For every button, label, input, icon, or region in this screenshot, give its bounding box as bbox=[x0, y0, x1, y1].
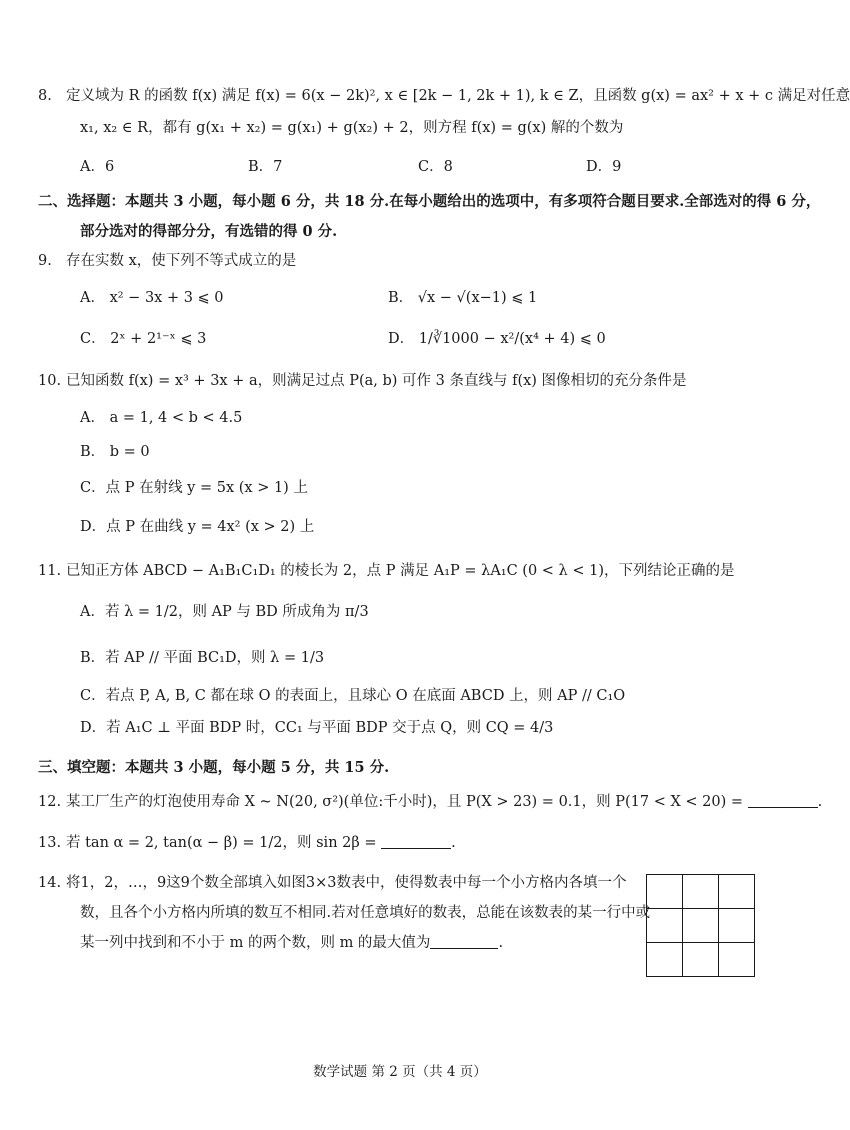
q14-number: 14. bbox=[38, 875, 62, 891]
q12-end: . bbox=[817, 794, 823, 810]
q10-option-c: C．点 P 在射线 y = 5x (x > 1) 上 bbox=[80, 480, 308, 496]
q14-end: . bbox=[498, 935, 504, 951]
grid-cell[interactable] bbox=[647, 909, 683, 943]
grid-cell[interactable] bbox=[719, 943, 755, 977]
q12-answer-blank[interactable] bbox=[748, 793, 818, 808]
q8-line2: x₁, x₂ ∈ R，都有 g(x₁ + x₂) = g(x₁) + g(x₂) + 2，则方程 f(x) = g(x) 解的个数为 bbox=[80, 120, 624, 136]
section3-heading: 三、填空题：本题共 3 小题，每小题 5 分，共 15 分. bbox=[38, 759, 390, 776]
q8-option-b: B．7 bbox=[248, 159, 283, 175]
q9-option-d: D． 1/∛1000 − x²/(x⁴ + 4) ⩽ 0 bbox=[388, 331, 606, 347]
q9-text: 存在实数 x，使下列不等式成立的是 bbox=[66, 253, 297, 269]
3x3-number-grid bbox=[646, 874, 755, 977]
q8-option-d: D．9 bbox=[586, 159, 622, 175]
q8-text-1: 定义域为 R 的函数 f(x) 满足 f(x) = 6(x − 2k)², x ∈ [2k − 1, 2k + 1), k ∈ Z，且函数 g(x) = ax² + x + c 满足对任意 bbox=[66, 88, 850, 104]
q10-option-d: D．点 P 在曲线 y = 4x² (x > 2) 上 bbox=[80, 519, 315, 535]
q9-option-b: B． √x − √(x−1) ⩽ 1 bbox=[388, 290, 538, 306]
q14-text-3: 某一列中找到和不小于 m 的两个数，则 m 的最大值为 bbox=[80, 935, 431, 951]
q14-line1 bbox=[38, 873, 627, 893]
q11-stem bbox=[38, 561, 735, 581]
q11-option-a: A．若 λ = 1/2，则 AP 与 BD 所成角为 π/3 bbox=[80, 604, 369, 620]
q11-text: 已知正方体 ABCD − A₁B₁C₁D₁ 的棱长为 2，点 P 满足 A₁P = λA₁C (0 < λ < 1)，下列结论正确的是 bbox=[66, 563, 735, 579]
q14-text-1: 将1，2，…，9这9个数全部填入如图3×3数表中，使得数表中每一个小方格内各填一个 bbox=[66, 875, 627, 891]
grid-row bbox=[647, 943, 755, 977]
q8-option-c: C．8 bbox=[418, 159, 453, 175]
grid-cell[interactable] bbox=[683, 909, 719, 943]
q10-number: 10. bbox=[38, 373, 62, 389]
q9-number: 9. bbox=[38, 253, 52, 269]
grid-row bbox=[647, 909, 755, 943]
grid-cell[interactable] bbox=[683, 875, 719, 909]
grid-cell[interactable] bbox=[719, 875, 755, 909]
q13-line bbox=[38, 833, 456, 853]
grid-row bbox=[647, 875, 755, 909]
q10-stem bbox=[38, 371, 687, 391]
q9-option-a: A． x² − 3x + 3 ⩽ 0 bbox=[80, 290, 224, 306]
q13-number: 13. bbox=[38, 835, 62, 851]
q9-option-c: C． 2ˣ + 2¹⁻ˣ ⩽ 3 bbox=[80, 331, 207, 347]
q13-end: . bbox=[451, 835, 456, 851]
q14-line3 bbox=[80, 933, 503, 953]
q10-option-a: A． a = 1, 4 < b < 4.5 bbox=[80, 410, 243, 426]
q12-line bbox=[38, 792, 822, 812]
q10-text: 已知函数 f(x) = x³ + 3x + a，则满足过点 P(a, b) 可作 3 条直线与 f(x) 图像相切的充分条件是 bbox=[66, 373, 687, 389]
q11-number: 11. bbox=[38, 563, 62, 579]
page-footer: 数学试题 第 2 页（共 4 页） bbox=[313, 1064, 487, 1080]
section2-heading: 二、选择题：本题共 3 小题，每小题 6 分，共 18 分.在每小题给出的选项中，有多项符合题目要求.全部选对的得 6 分， bbox=[38, 193, 821, 210]
q12-text: 某工厂生产的灯泡使用寿命 X ~ N(20, σ²)(单位:千小时)，且 P(X > 23) = 0.1，则 P(17 < X < 20) = bbox=[66, 794, 744, 810]
grid-cell[interactable] bbox=[683, 943, 719, 977]
q11-option-c: C．若点 P, A, B, C 都在球 O 的表面上，且球心 O 在底面 ABCD 上，则 AP // C₁O bbox=[80, 688, 626, 704]
q10-option-b: B． b = 0 bbox=[80, 444, 150, 460]
q13-answer-blank[interactable] bbox=[381, 834, 451, 849]
q14-line2: 数，且各个小方格内所填的数互不相同.若对任意填好的数表，总能在该数表的某一行中或 bbox=[80, 905, 651, 921]
q14-answer-blank[interactable] bbox=[430, 934, 498, 949]
q8-line1 bbox=[38, 86, 850, 106]
q13-text: 若 tan α = 2, tan(α − β) = 1/2，则 sin 2β = bbox=[66, 835, 377, 851]
section2-heading-cont: 部分选对的得部分分，有选错的得 0 分. bbox=[80, 223, 338, 240]
q12-number: 12. bbox=[38, 794, 62, 810]
q8-number: 8. bbox=[38, 88, 52, 104]
grid-cell[interactable] bbox=[719, 909, 755, 943]
q11-option-d: D．若 A₁C ⊥ 平面 BDP 时，CC₁ 与平面 BDP 交于点 Q，则 CQ = 4/3 bbox=[80, 720, 554, 736]
q8-option-a: A．6 bbox=[80, 159, 115, 175]
q9-stem bbox=[38, 251, 296, 271]
grid-cell[interactable] bbox=[647, 943, 683, 977]
grid-cell[interactable] bbox=[647, 875, 683, 909]
q11-option-b: B．若 AP // 平面 BC₁D，则 λ = 1/3 bbox=[80, 650, 325, 666]
